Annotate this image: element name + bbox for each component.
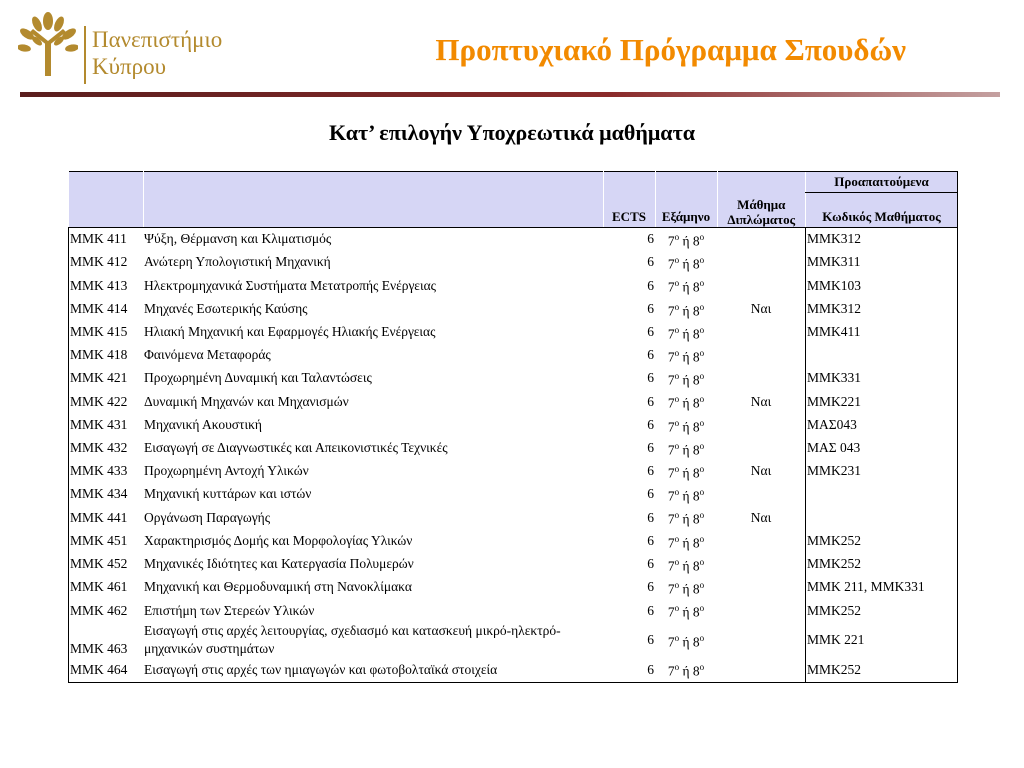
course-prerequisite: ΜΜΚ311 <box>806 251 958 274</box>
course-semester <box>655 251 717 274</box>
semester-second: ή 8 <box>679 634 700 650</box>
course-name: Ηλιακή Μηχανική και Εφαρμογές Ηλιακής Ενέργειας <box>144 324 436 340</box>
semester-first: 7 <box>667 372 675 388</box>
semester-second: ή 8 <box>679 395 700 411</box>
semester-first: 7 <box>667 349 675 365</box>
logo-line-2: Κύπρου <box>92 54 166 79</box>
course-ects: 6 <box>647 416 654 432</box>
semester-ordinal: ο <box>674 255 680 266</box>
course-prerequisite: ΜΜΚ221 <box>806 390 958 413</box>
course-semester <box>655 622 717 658</box>
course-thesis-flag <box>717 599 806 622</box>
table-row <box>69 622 958 658</box>
semester-first: 7 <box>667 419 675 435</box>
course-thesis-flag <box>717 274 806 297</box>
semester-ordinal-2: ο <box>699 440 705 451</box>
semester-ordinal: ο <box>674 603 680 614</box>
course-code: ΜΜΚ 421 <box>70 370 128 386</box>
course-code: ΜΜΚ 452 <box>70 556 128 572</box>
column-header-thesis <box>717 193 806 228</box>
semester-second: ή 8 <box>679 233 700 249</box>
course-prerequisite: ΜΜΚ312 <box>806 228 958 252</box>
semester-second: ή 8 <box>679 535 700 551</box>
logo-divider <box>84 26 86 84</box>
semester-ordinal-2: ο <box>699 603 705 614</box>
course-prerequisite: ΜΜΚ252 <box>806 530 958 553</box>
semester-second: ή 8 <box>679 279 700 295</box>
course-prerequisite <box>806 506 958 529</box>
university-logo <box>18 12 268 82</box>
course-ects: 6 <box>647 463 654 479</box>
course-name: Οργάνωση Παραγωγής <box>144 509 271 525</box>
table-row <box>69 437 958 460</box>
course-semester <box>655 321 717 344</box>
column-header-prereq-code: Κωδικός Μαθήματος <box>806 193 958 228</box>
course-prerequisite: ΜΜΚ252 <box>806 658 958 682</box>
course-name: Φαινόμενα Μεταφοράς <box>144 347 271 363</box>
course-name: Εισαγωγή σε Διαγνωστικές και Απεικονιστικές Τεχνικές <box>144 440 448 456</box>
semester-ordinal-2: ο <box>699 580 705 591</box>
logo-line-1: Πανεπιστήμιο <box>92 27 223 52</box>
table-row <box>69 251 958 274</box>
table-row <box>69 298 958 321</box>
course-ects: 6 <box>647 661 654 677</box>
semester-second: ή 8 <box>679 465 700 481</box>
semester-ordinal: ο <box>674 580 680 591</box>
section-subtitle: Κατ’ επιλογήν Υποχρεωτικά μαθήματα <box>329 120 695 145</box>
semester-second: ή 8 <box>679 326 700 342</box>
thesis-header-line-2: Διπλώματος <box>727 212 796 227</box>
semester-ordinal-2: ο <box>699 301 705 312</box>
course-semester <box>655 506 717 529</box>
semester-ordinal: ο <box>674 278 680 289</box>
course-prerequisite: ΜΜΚ411 <box>806 321 958 344</box>
course-code: ΜΜΚ 414 <box>70 300 128 316</box>
course-thesis-flag: Ναι <box>750 509 772 525</box>
course-code: ΜΜΚ 464 <box>70 661 128 677</box>
course-code: ΜΜΚ 463 <box>70 640 128 656</box>
course-ects: 6 <box>647 254 654 270</box>
course-prerequisite: ΜΜΚ252 <box>806 553 958 576</box>
semester-first: 7 <box>667 465 675 481</box>
semester-ordinal: ο <box>674 464 680 475</box>
course-prerequisite: ΜΜΚ331 <box>806 367 958 390</box>
table-row <box>69 274 958 297</box>
course-prerequisite: ΜΜΚ 221 <box>806 622 958 658</box>
table-header-row-1 <box>69 172 958 193</box>
semester-ordinal: ο <box>674 440 680 451</box>
course-semester <box>655 414 717 437</box>
semester-second: ή 8 <box>679 663 700 679</box>
course-code: ΜΜΚ 461 <box>70 579 128 595</box>
table-row <box>69 460 958 483</box>
semester-ordinal-2: ο <box>699 278 705 289</box>
table-row <box>69 506 958 529</box>
course-semester <box>655 367 717 390</box>
header-code-cell <box>69 172 144 193</box>
semester-ordinal-2: ο <box>699 533 705 544</box>
course-ects: 6 <box>647 579 654 595</box>
course-prerequisite <box>806 483 958 506</box>
semester-first: 7 <box>667 303 675 319</box>
semester-second: ή 8 <box>679 256 700 272</box>
course-code: ΜΜΚ 411 <box>70 231 127 247</box>
prerequisites-group-header: Προαπαιτούμενα <box>806 172 958 193</box>
logo-wordmark <box>92 26 222 80</box>
course-ects: 6 <box>647 231 654 247</box>
header-name-cell-2 <box>143 193 603 228</box>
olive-tree-icon <box>18 12 78 78</box>
course-name: Χαρακτηρισμός Δομής και Μορφολογίας Υλικών <box>144 532 413 548</box>
course-ects: 6 <box>647 532 654 548</box>
semester-second: ή 8 <box>679 303 700 319</box>
semester-ordinal: ο <box>674 232 680 242</box>
semester-second: ή 8 <box>679 372 700 388</box>
table-row <box>69 344 958 367</box>
semester-ordinal: ο <box>674 417 680 428</box>
column-header-ects: ECTS <box>603 193 655 228</box>
course-name: Μηχανική και Θερμοδυναμική στη Νανοκλίμακα <box>144 579 412 595</box>
course-name: Επιστήμη των Στερεών Υλικών <box>144 602 315 618</box>
semester-ordinal-2: ο <box>699 487 705 498</box>
course-semester <box>655 576 717 599</box>
course-name: Εισαγωγή στις αρχές λειτουργίας, σχεδιασμό και κατασκευή μικρό-ηλεκτρό-μηχανικών συστημάτων <box>144 623 561 657</box>
table-row <box>69 576 958 599</box>
semester-second: ή 8 <box>679 419 700 435</box>
table-row <box>69 530 958 553</box>
course-thesis-flag <box>717 483 806 506</box>
course-thesis-flag <box>717 251 806 274</box>
course-semester <box>655 228 717 252</box>
course-code: ΜΜΚ 451 <box>70 532 128 548</box>
course-semester <box>655 483 717 506</box>
semester-first: 7 <box>667 663 675 679</box>
semester-ordinal: ο <box>674 556 680 567</box>
column-header-semester: Εξάμηνο <box>655 193 717 228</box>
slide-title: Προπτυχιακό Πρόγραμμα Σπουδών <box>435 32 906 67</box>
semester-ordinal-2: ο <box>699 371 705 382</box>
table-row <box>69 390 958 413</box>
semester-first: 7 <box>667 535 675 551</box>
course-thesis-flag <box>717 367 806 390</box>
course-ects: 6 <box>647 393 654 409</box>
course-thesis-flag <box>717 437 806 460</box>
course-semester <box>655 437 717 460</box>
table-header-row-2 <box>69 193 958 228</box>
semester-ordinal-2: ο <box>699 255 705 266</box>
course-code: ΜΜΚ 434 <box>70 486 128 502</box>
course-name: Μηχανική Ακουστική <box>144 416 262 432</box>
semester-first: 7 <box>667 634 675 650</box>
course-thesis-flag: Ναι <box>750 300 772 316</box>
course-name: Μηχανικές Ιδιότητες και Κατεργασία Πολυμερών <box>144 556 414 572</box>
course-ects: 6 <box>647 602 654 618</box>
course-thesis-flag <box>717 344 806 367</box>
header-name-cell <box>143 172 603 193</box>
course-rows <box>69 228 958 683</box>
course-name: Ψύξη, Θέρμανση και Κλιματισμός <box>144 231 332 247</box>
table-row <box>69 321 958 344</box>
course-code: ΜΜΚ 462 <box>70 602 128 618</box>
course-name: Δυναμική Μηχανών και Μηχανισμών <box>144 393 349 409</box>
semester-ordinal: ο <box>674 487 680 498</box>
header-code-cell-2 <box>69 193 144 228</box>
semester-ordinal: ο <box>674 533 680 544</box>
course-thesis-flag <box>717 530 806 553</box>
semester-ordinal: ο <box>674 324 680 335</box>
course-name: Μηχανική κυττάρων και ιστών <box>144 486 312 502</box>
course-semester <box>655 344 717 367</box>
course-prerequisite: ΜΜΚ252 <box>806 599 958 622</box>
course-code: ΜΜΚ 413 <box>70 277 128 293</box>
semester-ordinal-2: ο <box>699 348 705 359</box>
semester-first: 7 <box>667 511 675 527</box>
course-code: ΜΜΚ 431 <box>70 416 128 432</box>
semester-ordinal-2: ο <box>699 464 705 475</box>
course-semester <box>655 298 717 321</box>
semester-second: ή 8 <box>679 581 700 597</box>
course-semester <box>655 599 717 622</box>
table-row <box>69 414 958 437</box>
table-row <box>69 228 958 252</box>
course-ects: 6 <box>647 370 654 386</box>
semester-ordinal-2: ο <box>699 394 705 405</box>
header-semester-spacer <box>655 172 717 193</box>
course-prerequisite: ΜΜΚ 211, ΜΜΚ331 <box>806 576 958 599</box>
table-row <box>69 367 958 390</box>
course-code: ΜΜΚ 441 <box>70 509 128 525</box>
semester-second: ή 8 <box>679 511 700 527</box>
course-prerequisite: ΜΜΚ312 <box>806 298 958 321</box>
semester-ordinal-2: ο <box>699 662 705 673</box>
header-ects-spacer <box>603 172 655 193</box>
course-code: ΜΜΚ 418 <box>70 347 128 363</box>
course-ects: 6 <box>647 277 654 293</box>
courses-table <box>68 171 958 683</box>
course-ects: 6 <box>647 324 654 340</box>
table-row <box>69 553 958 576</box>
table-row <box>69 658 958 682</box>
course-code: ΜΜΚ 433 <box>70 463 128 479</box>
semester-first: 7 <box>667 558 675 574</box>
semester-first: 7 <box>667 442 675 458</box>
course-ects: 6 <box>647 486 654 502</box>
semester-ordinal-2: ο <box>699 510 705 521</box>
course-ects: 6 <box>647 440 654 456</box>
table-row <box>69 483 958 506</box>
course-code: ΜΜΚ 422 <box>70 393 128 409</box>
semester-first: 7 <box>667 233 675 249</box>
semester-first: 7 <box>667 581 675 597</box>
title-divider <box>20 92 1000 97</box>
course-semester <box>655 274 717 297</box>
course-prerequisite: ΜΑΣ 043 <box>806 437 958 460</box>
course-ects: 6 <box>647 509 654 525</box>
header-thesis-spacer <box>717 172 806 193</box>
semester-second: ή 8 <box>679 442 700 458</box>
semester-ordinal: ο <box>674 348 680 359</box>
thesis-header-line-1: Μάθημα <box>737 197 786 212</box>
course-thesis-flag <box>717 622 806 658</box>
course-thesis-flag: Ναι <box>750 393 772 409</box>
course-semester <box>655 460 717 483</box>
course-code: ΜΜΚ 432 <box>70 440 128 456</box>
course-name: Ανώτερη Υπολογιστική Μηχανική <box>144 254 331 270</box>
course-name: Εισαγωγή στις αρχές των ημιαγωγών και φωτοβολταϊκά στοιχεία <box>144 661 498 677</box>
course-code: ΜΜΚ 415 <box>70 324 128 340</box>
semester-ordinal: ο <box>674 301 680 312</box>
course-thesis-flag <box>717 553 806 576</box>
semester-ordinal-2: ο <box>699 417 705 428</box>
table-row <box>69 599 958 622</box>
course-name: Μηχανές Εσωτερικής Καύσης <box>144 300 308 316</box>
semester-first: 7 <box>667 326 675 342</box>
semester-ordinal: ο <box>674 662 680 673</box>
course-prerequisite: ΜΜΚ231 <box>806 460 958 483</box>
semester-ordinal-2: ο <box>699 324 705 335</box>
course-thesis-flag <box>717 658 806 682</box>
semester-ordinal-2: ο <box>699 232 705 242</box>
course-thesis-flag <box>717 414 806 437</box>
semester-first: 7 <box>667 488 675 504</box>
course-prerequisite: ΜΑΣ043 <box>806 414 958 437</box>
semester-first: 7 <box>667 604 675 620</box>
semester-second: ή 8 <box>679 558 700 574</box>
semester-ordinal: ο <box>674 510 680 521</box>
course-semester <box>655 658 717 682</box>
course-name: Προχωρημένη Δυναμική και Ταλαντώσεις <box>144 370 372 386</box>
course-thesis-flag: Ναι <box>750 463 772 479</box>
course-ects: 6 <box>647 347 654 363</box>
semester-first: 7 <box>667 395 675 411</box>
course-semester <box>655 553 717 576</box>
course-name: Ηλεκτρομηχανικά Συστήματα Μετατροπής Ενέργειας <box>144 277 436 293</box>
course-thesis-flag <box>717 576 806 599</box>
course-prerequisite: ΜΜΚ103 <box>806 274 958 297</box>
course-name: Προχωρημένη Αντοχή Υλικών <box>144 463 309 479</box>
semester-ordinal-2: ο <box>699 632 705 643</box>
semester-first: 7 <box>667 279 675 295</box>
semester-second: ή 8 <box>679 349 700 365</box>
semester-ordinal: ο <box>674 371 680 382</box>
course-thesis-flag <box>717 228 806 252</box>
course-ects: 6 <box>647 556 654 572</box>
semester-first: 7 <box>667 256 675 272</box>
course-semester <box>655 390 717 413</box>
semester-ordinal: ο <box>674 632 680 643</box>
course-thesis-flag <box>717 321 806 344</box>
semester-second: ή 8 <box>679 604 700 620</box>
semester-ordinal: ο <box>674 394 680 405</box>
course-ects: 6 <box>647 300 654 316</box>
semester-ordinal-2: ο <box>699 556 705 567</box>
course-prerequisite <box>806 344 958 367</box>
course-semester <box>655 530 717 553</box>
course-code: ΜΜΚ 412 <box>70 254 128 270</box>
semester-second: ή 8 <box>679 488 700 504</box>
course-ects: 6 <box>647 632 654 648</box>
